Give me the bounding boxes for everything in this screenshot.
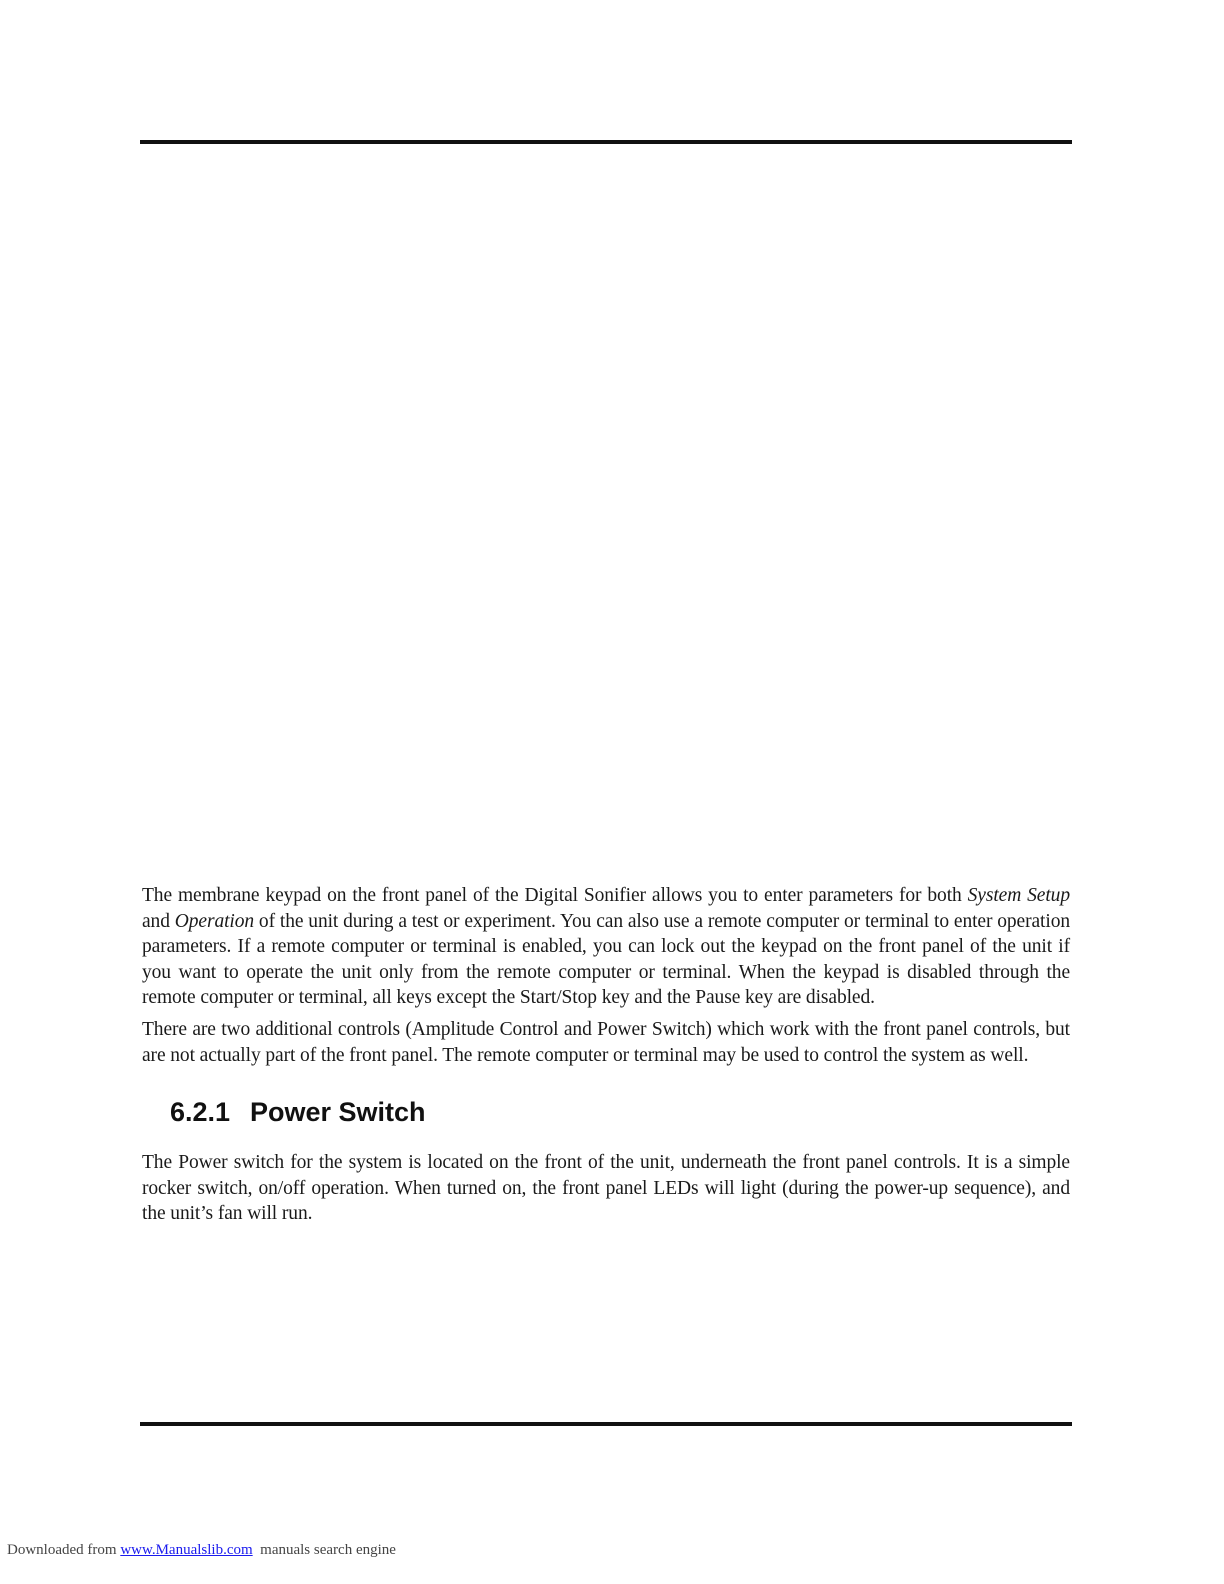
intro-text-part-3: of the unit during a test or experiment. You can also use a remote computer or terminal to enter operation parameters. If a remote computer or terminal is enabled, you can lock out the keypad on the front panel of the unit if you want to operate the unit only from the remote computer or terminal. When the keypad is disabled through the remote computer or terminal, all keys except the Start/Stop key and the Pause key are disabled. xyxy=(142,910,1070,1009)
section-number: 6.2.1 xyxy=(170,1097,231,1128)
footer-prefix: Downloaded from xyxy=(7,1542,121,1558)
intro-italic-system-setup: System Setup xyxy=(967,885,1070,906)
intro-italic-operation: Operation xyxy=(174,910,255,932)
download-footer xyxy=(7,1542,396,1559)
section-heading xyxy=(170,1096,1070,1128)
page-content xyxy=(142,883,1070,1233)
manualslib-link[interactable]: www.Manualslib.com xyxy=(120,1542,253,1558)
bottom-horizontal-rule xyxy=(140,1422,1072,1426)
intro-paragraph xyxy=(142,883,1070,1011)
footer-suffix: manuals search engine xyxy=(252,1542,396,1558)
power-switch-paragraph: The Power switch for the system is located on the front of the unit, underneath the front panel controls. It is a simple rocker switch, on/off operation. When turned on, the front panel LEDs will light (during the power-up sequence), and the unit’s fan will run. xyxy=(142,1152,1070,1225)
section-title: Power Switch xyxy=(250,1097,426,1128)
additional-controls-paragraph: There are two additional controls (Amplitude Control and Power Switch) which work with the front panel controls, but are not actually part of the front panel. The remote computer or terminal may be used to control the system as well. xyxy=(142,1018,1070,1066)
intro-text-part-1: The membrane keypad on the front panel of the Digital Sonifier allows you to enter parameters for both xyxy=(142,885,968,906)
top-horizontal-rule xyxy=(140,140,1072,144)
intro-text-part-2: and xyxy=(142,910,175,932)
